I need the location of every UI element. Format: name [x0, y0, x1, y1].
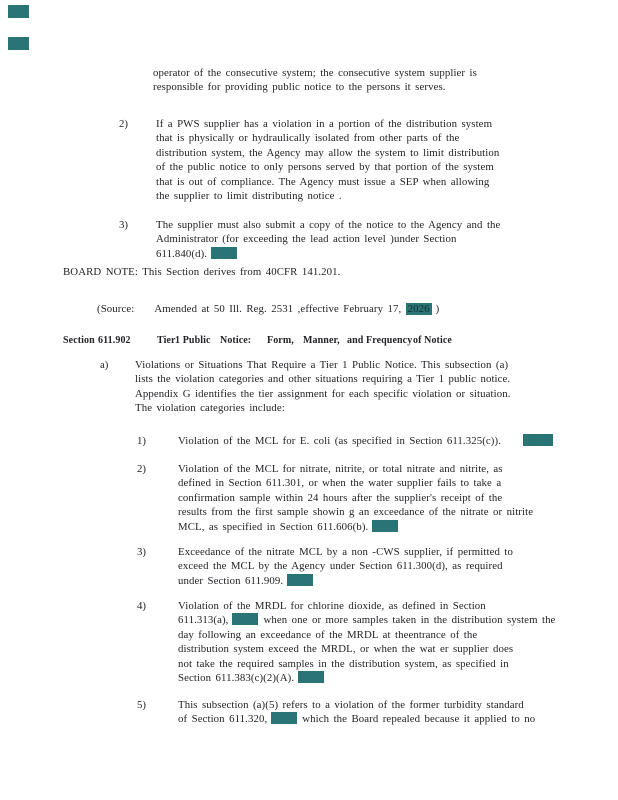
text-line: BOARD NOTE: This Section derives from 40CFR 141.201.	[63, 266, 341, 278]
text-line: Appendix G identifies the tier assignment for each specific violation or situation.	[135, 387, 511, 400]
heading-word: Section	[63, 335, 95, 346]
board-note	[63, 265, 340, 279]
list-item-label: 4)	[137, 600, 146, 612]
text-line: lists the violation categories and other situations requiring a Tier 1 public notice.	[135, 373, 511, 386]
text-line: day following an exceedance of the MRDL at theentrance of the	[178, 628, 478, 641]
text-line	[97, 302, 439, 316]
text-line: responsible for providing public notice to the persons it serves.	[153, 81, 446, 94]
text-line: confirmation sample within 24 hours after the supplier's receipt of the	[178, 491, 503, 504]
text-line: of Section 611.320, which the Board repealed because it applied to no	[178, 713, 536, 726]
text-line: If a PWS supplier has a violation in a portion of the distribution system	[156, 118, 493, 130]
citation-highlight-box	[287, 574, 313, 586]
text-line: Section 611.383(c)(2)(A).	[178, 671, 555, 685]
heading-word: Form,	[267, 335, 294, 346]
citation-highlight-box	[271, 712, 297, 724]
text-line: 611.840(d).	[156, 247, 500, 261]
text-line: the supplier to limit distributing notice .	[156, 190, 342, 203]
text-line: Violation of the MRDL for chlorine dioxide, as defined in Section	[178, 600, 486, 612]
text-line: that is out of compliance. The Agency must issue a SEP when allowing	[156, 175, 490, 188]
text-line: Exceedance of the nitrate MCL by a non -CWS supplier, if permitted to	[178, 546, 513, 558]
list-item-label: 2)	[119, 118, 128, 130]
text-line: Administrator (for exceeding the lead action level )under Section	[156, 233, 457, 246]
source-open: (Source:	[97, 303, 135, 315]
heading-word: Notice:	[220, 335, 252, 346]
text-line: Violations or Situations That Require a Tier 1 Public Notice. This subsection (a)	[135, 359, 509, 371]
text-line: 611.313(a), when one or more samples taken in the distribution system the	[178, 614, 556, 627]
heading-word: and Frequency	[347, 335, 413, 346]
list-item-label: 2)	[137, 463, 146, 475]
text-line: distribution system exceed the MRDL, or when the wat er supplier does	[178, 643, 514, 656]
source-year-highlight: 2026	[407, 303, 430, 315]
paragraph-continuation	[153, 66, 477, 95]
heading-word: of Notice	[413, 335, 452, 346]
text-line: The supplier must also submit a copy of the notice to the Agency and the	[156, 219, 501, 231]
list-item	[156, 218, 500, 261]
source-note	[97, 302, 439, 316]
citation-highlight-box	[232, 613, 258, 625]
heading-section-number: 611.902	[98, 335, 131, 346]
heading-word: 1 Public	[175, 335, 211, 346]
list-item-label: 5)	[137, 699, 146, 711]
text-line: not take the required samples in the distribution system, as specified in	[178, 657, 509, 670]
citation-highlight-box	[523, 434, 553, 446]
citation-highlight-box	[298, 671, 324, 683]
list-item	[178, 599, 555, 685]
text-line: operator of the consecutive system; the consecutive system supplier is	[153, 67, 477, 79]
heading-word: Manner,	[303, 335, 340, 346]
list-item	[178, 434, 553, 448]
list-item	[156, 117, 499, 203]
text-line: that is physically or hydraulically isolated from other parts of the	[156, 132, 460, 145]
text-line: defined in Section 611.301, or when the water supplier fails to take a	[178, 477, 502, 490]
source-close: )	[435, 303, 440, 315]
text-line: MCL, as specified in Section 611.606(b).	[178, 520, 533, 534]
list-item-label: 1)	[137, 435, 146, 447]
text-line: Violation of the MCL for E. coli (as specified in Section 611.325(c)).	[178, 434, 553, 448]
text-line: exceed the MCL by the Agency under Section 611.300(d), as required	[178, 560, 503, 573]
subsection-label: a)	[100, 359, 109, 371]
list-item	[178, 698, 535, 727]
citation-highlight-box	[211, 247, 237, 259]
list-item-label: 3)	[137, 546, 146, 558]
citation-highlight-box	[372, 520, 398, 532]
text-line: Violation of the MCL for nitrate, nitrite, or total nitrate and nitrite, as	[178, 463, 503, 475]
text-line: The violation categories include:	[135, 402, 285, 415]
text-line: This subsection (a)(5) refers to a violation of the former turbidity standard	[178, 699, 524, 711]
list-item	[178, 545, 513, 588]
list-item	[178, 462, 533, 534]
corner-highlight-mark	[8, 5, 29, 18]
text-line: distribution system, the Agency may allow the system to limit distribution	[156, 146, 500, 159]
heading-word: Tier	[157, 335, 176, 346]
text-line: results from the first sample showin g an exceedance of the nitrate or nitrite	[178, 506, 534, 519]
section-heading	[0, 334, 618, 349]
list-item-label: 3)	[119, 219, 128, 231]
text-line: under Section 611.909.	[178, 574, 513, 588]
source-body: Amended at 50 Ill. Reg. 2531 ,effective February 17,	[154, 303, 402, 315]
corner-highlight-mark	[8, 37, 29, 50]
text-line: of the public notice to only persons served by that portion of the system	[156, 161, 494, 174]
subsection-paragraph	[135, 358, 511, 416]
